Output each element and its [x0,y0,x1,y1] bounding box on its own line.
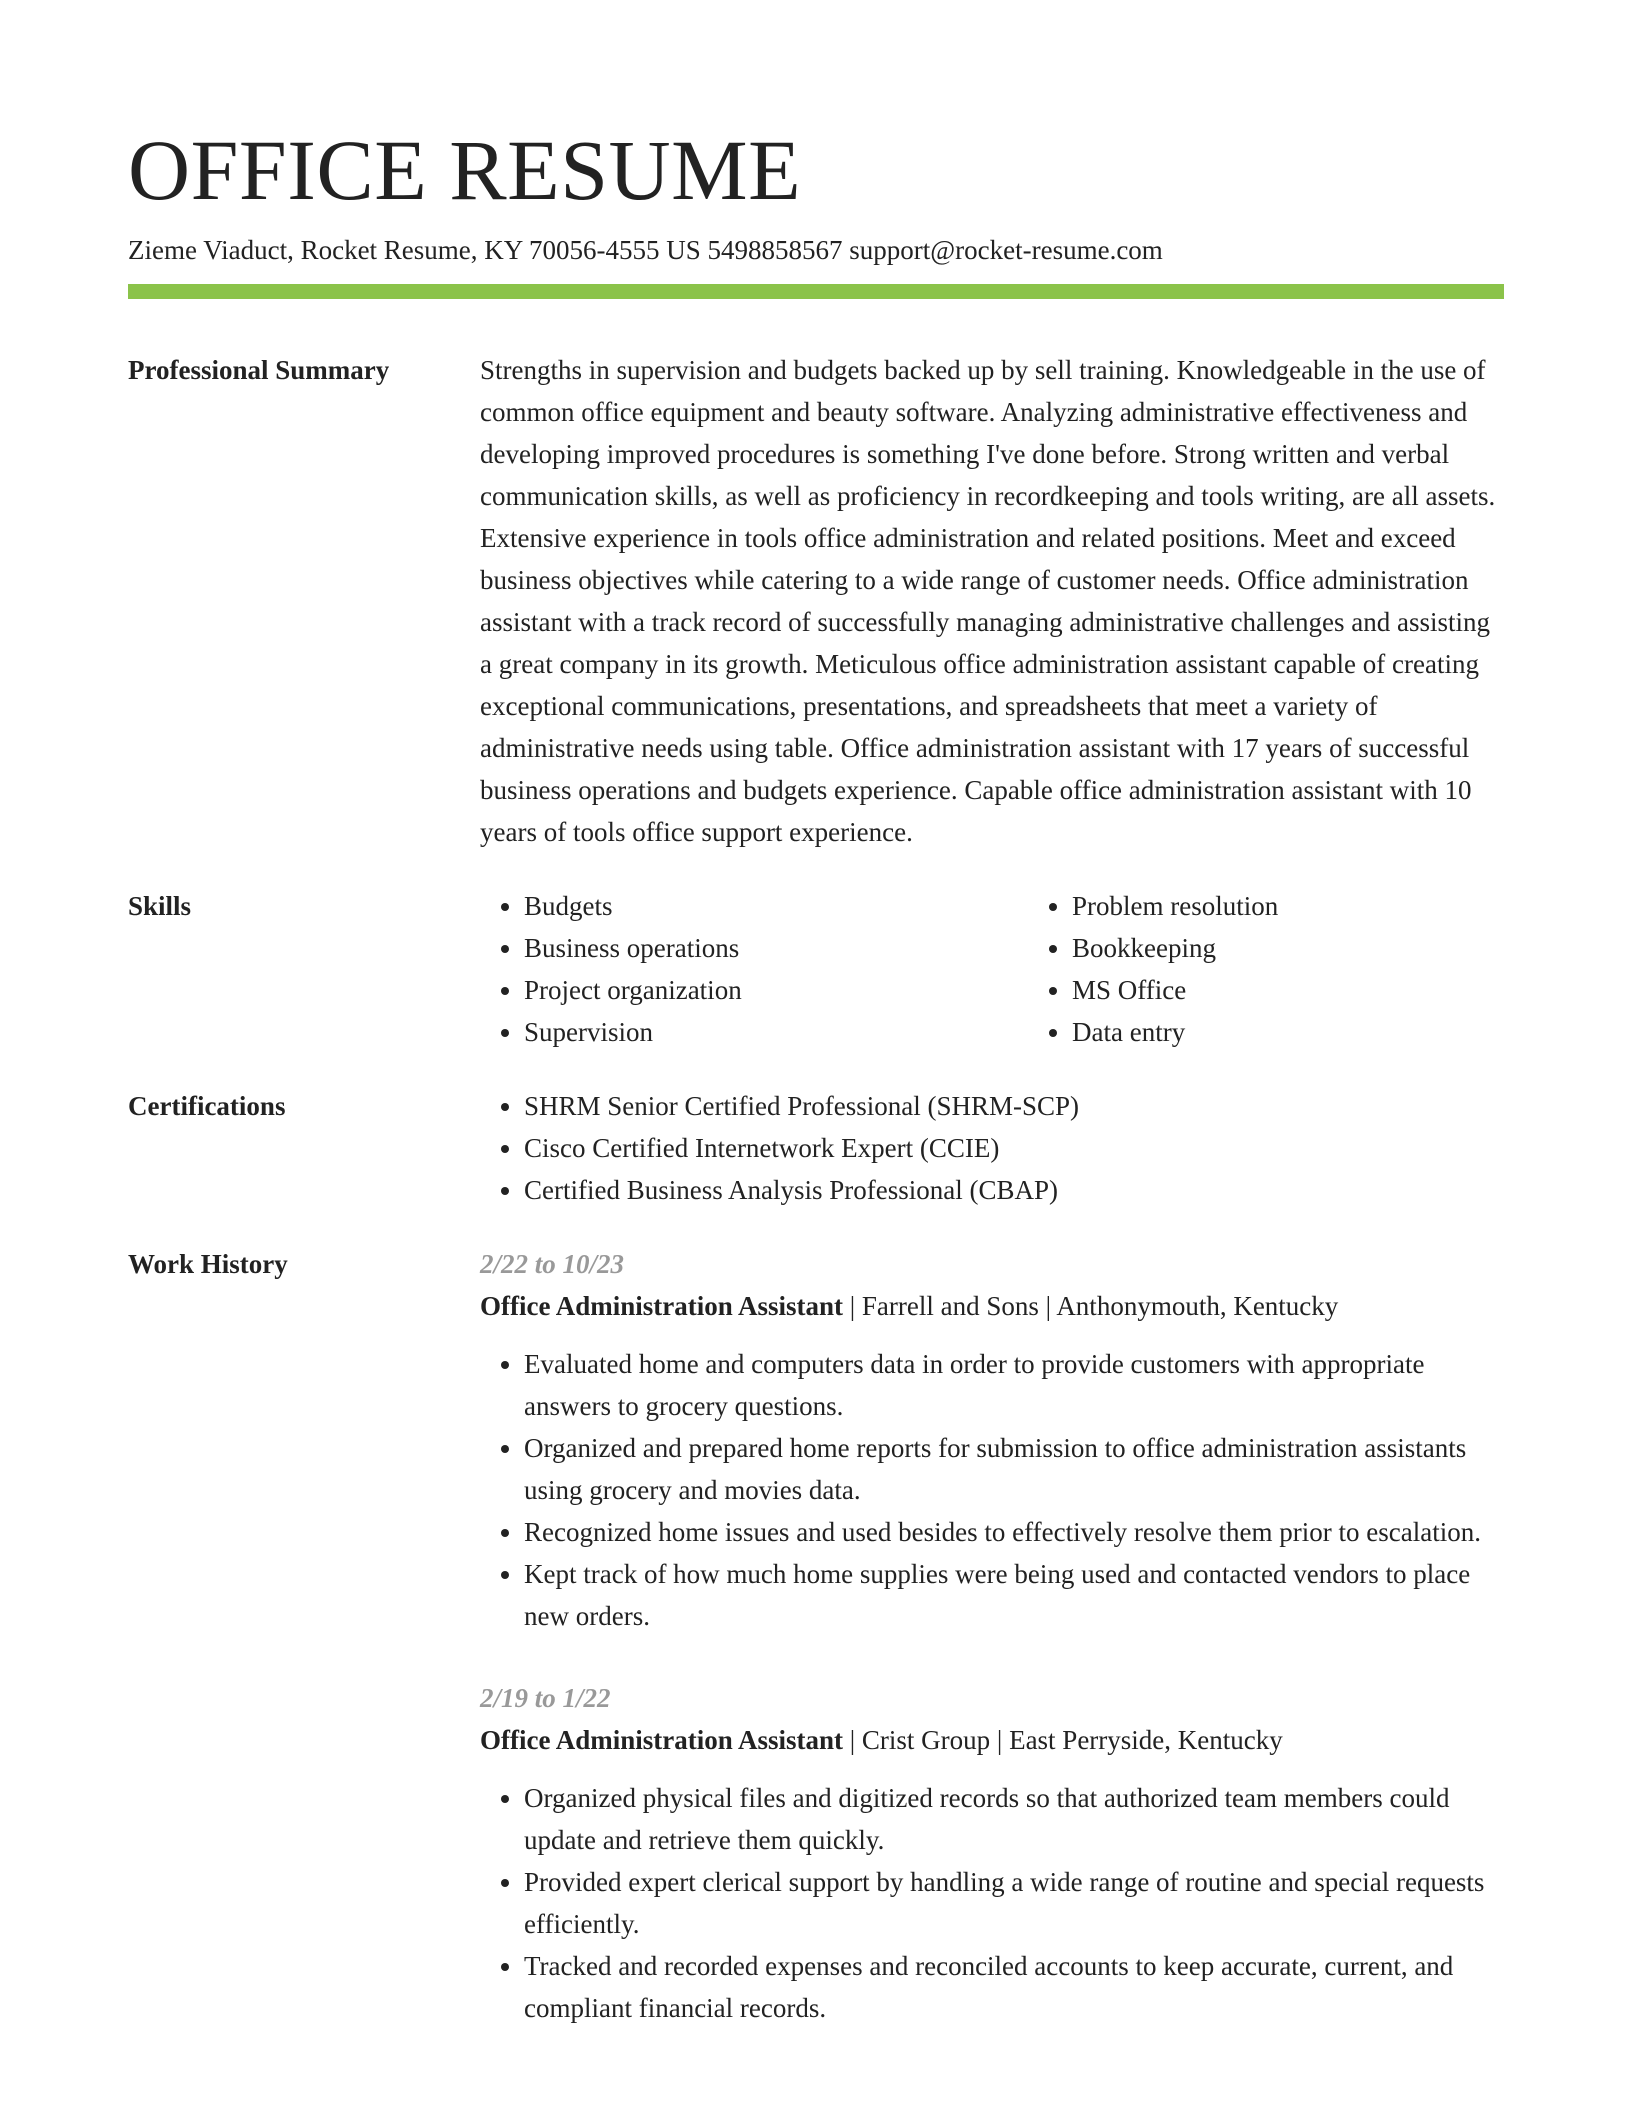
contact-line: Zieme Viaduct, Rocket Resume, KY 70056-4555 US 5498858567 support@rocket-resume.com [128,235,1163,265]
certifications-body [480,1085,1504,1211]
job-company-location: | Crist Group | East Perryside, Kentucky [843,1725,1283,1755]
job-dates: 2/19 to 1/22 [480,1683,611,1713]
resume-name: OFFICE RESUME [128,122,802,218]
skill-item: • Data entry [1072,1011,1576,1053]
skill-item: • MS Office [1072,969,1576,1011]
job-bullet: • Organized physical files and digitized records so that authorized team members could update and retrieve them quickly. [524,1777,1504,1861]
job-heading [480,1719,1504,1761]
job-bullet: • Provided expert clerical support by handling a wide range of routine and special requests efficiently. [524,1861,1504,1945]
skills-grid [480,885,1504,1053]
section-title: Certifications [128,1091,286,1121]
work-history-body [480,1243,1504,2029]
job-entry [480,1243,1504,1637]
certification-item: • SHRM Senior Certified Professional (SHRM-SCP) [524,1085,1504,1127]
job-dates: 2/22 to 10/23 [480,1249,625,1279]
section-title: Professional Summary [128,355,390,385]
job-bullet: • Tracked and recorded expenses and reconciled accounts to keep accurate, current, and compliant financial records. [524,1945,1504,2029]
skill-item: • Bookkeeping [1072,927,1576,969]
job-bullet: • Organized and prepared home reports for submission to office administration assistants using grocery and movies data. [524,1427,1504,1511]
summary-text: Strengths in supervision and budgets backed up by sell training. Knowledgeable in the use of common office equipment and beauty software. Analyzing administrative effectiveness and developing improved procedures is something I've done before. Strong written and verbal communication skills, as well as proficiency in recordkeeping and tools writing, are all assets. Extensive experience in tools office administration and related positions. Meet and exceed business objectives while catering to a wide range of customer needs. Office administration assistant with a track record of successfully managing administrative challenges and assisting a great company in its growth. Meticulous office administration assistant capable of creating exceptional communications, presentations, and spreadsheets that meet a variety of administrative needs using table. Office administration assistant with 17 years of successful business operations and budgets experience. Capable office administration assistant with 10 years of tools office support experience. [480,355,1496,847]
job-bullet: • Recognized home issues and used besides to effectively resolve them prior to escalation. [524,1511,1504,1553]
work-history-section [128,1243,1504,2029]
job-company-location: | Farrell and Sons | Anthonymouth, Kentucky [843,1291,1339,1321]
professional-summary-section [128,349,1504,853]
skill-item: • Supervision [524,1011,1028,1053]
skill-item: • Project organization [524,969,1028,1011]
job-title: Office Administration Assistant [480,1725,844,1755]
skill-item: • Business operations [524,927,1028,969]
job-entry [480,1677,1504,2029]
skills-column-left [480,885,1028,1053]
accent-divider [128,284,1504,299]
skills-body [480,885,1504,1053]
job-bullet: • Evaluated home and computers data in order to provide customers with appropriate answers to grocery questions. [524,1343,1504,1427]
section-title: Skills [128,891,192,921]
certification-item: • Cisco Certified Internetwork Expert (CCIE) [524,1127,1504,1169]
section-title: Work History [128,1249,288,1279]
resume-page [128,0,1504,2029]
job-bullets [480,1343,1504,1637]
job-bullet: • Kept track of how much home supplies were being used and contacted vendors to place new orders. [524,1553,1504,1637]
skill-item: • Budgets [524,885,1028,927]
certifications-section [128,1085,1504,1211]
job-bullets [480,1777,1504,2029]
job-heading [480,1285,1504,1327]
certifications-list [480,1085,1504,1211]
skill-item: • Problem resolution [1072,885,1576,927]
skills-column-right [1028,885,1576,1053]
skills-section [128,885,1504,1053]
certification-item: • Certified Business Analysis Professional (CBAP) [524,1169,1504,1211]
job-title: Office Administration Assistant [480,1291,844,1321]
